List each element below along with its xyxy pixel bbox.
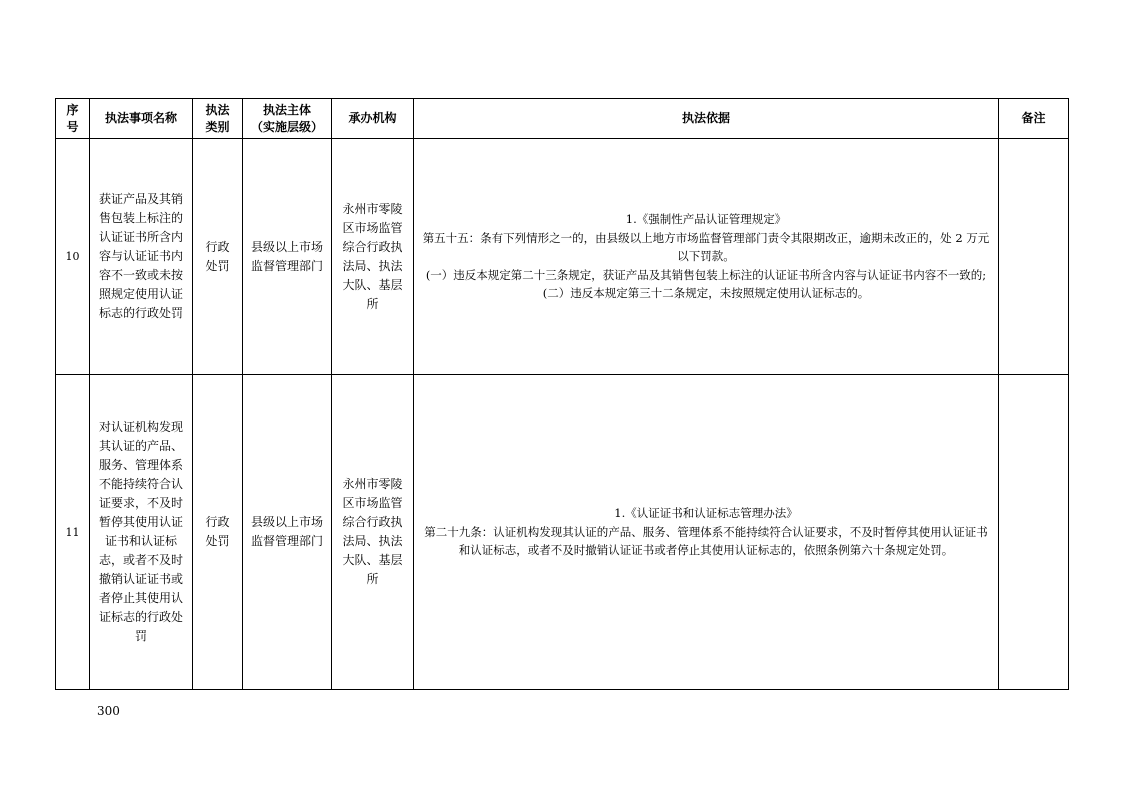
- header-basis: [414, 99, 999, 139]
- cell-item-name: [90, 375, 193, 690]
- header-basis-text: 执法依据: [681, 111, 730, 125]
- basis-line: 1.《认证证书和认证标志管理办法》: [614, 506, 798, 521]
- category-text: 行政处罚: [205, 515, 230, 548]
- seq-text: 10: [65, 250, 80, 263]
- seq-text: 11: [65, 525, 80, 539]
- item-name-text: 获证产品及其销售包装上标注的认证证书所含内容与认证证书内容不一致或未按照规定使用认证标志的行政处罚: [98, 192, 183, 320]
- cell-item-name: [90, 139, 193, 375]
- enforcement-table: [55, 98, 1069, 690]
- cell-basis: [414, 139, 999, 375]
- header-remark: [999, 99, 1069, 139]
- cell-remark: [999, 375, 1069, 690]
- header-seq-text: 序 号: [66, 102, 79, 134]
- agency-text: 永州市零陵区市场监管综合行政执法局、执法大队、基层所: [342, 477, 403, 586]
- basis-line: (二）违反本规定第三十二条规定，未按照规定使用认证标志的。: [542, 286, 870, 301]
- table-header-row: [56, 99, 1069, 139]
- header-agency: [332, 99, 414, 139]
- agency-text: 永州市零陵区市场监管综合行政执法局、执法大队、基层所: [342, 201, 403, 311]
- cell-seq: [56, 375, 90, 690]
- header-subject-text: 执法主体 （实施层级）: [250, 102, 323, 134]
- header-subject: [243, 99, 332, 139]
- basis-line: (一）违反本规定第二十三条规定，获证产品及其销售包装上标注的认证证书所含内容与认证证书内容不一致的;: [425, 267, 987, 282]
- header-category-text: 执法 类别: [205, 102, 230, 134]
- subject-text: 县级以上市场监督管理部门: [251, 239, 324, 273]
- table-row: [56, 139, 1069, 375]
- cell-subject: [243, 139, 332, 375]
- basis-line: 1.《强制性产品认证管理规定》: [625, 212, 787, 227]
- cell-basis: [414, 375, 999, 690]
- header-category: [193, 99, 243, 139]
- header-seq: [56, 99, 90, 139]
- cell-category: [193, 139, 243, 375]
- cell-agency: [332, 139, 414, 375]
- header-item-name: [90, 99, 193, 139]
- header-agency-text: 承办机构: [348, 111, 397, 125]
- cell-category: [193, 375, 243, 690]
- header-item-name-text: 执法事项名称: [104, 111, 177, 125]
- cell-agency: [332, 375, 414, 690]
- basis-line: 第二十九条：认证机构发现其认证的产品、服务、管理体系不能持续符合认证要求，不及时暂停其使用认证证书和认证标志，或者不及时撤销认证证书或者停止其使用认证标志的，依照条例第六十条规定处罚。: [424, 524, 988, 558]
- subject-text: 县级以上市场监督管理部门: [251, 515, 324, 548]
- table-row: [56, 375, 1069, 690]
- basis-text-block: [414, 504, 998, 560]
- basis-text-block: [414, 210, 998, 303]
- cell-seq: [56, 139, 90, 375]
- header-remark-text: 备注: [1021, 111, 1046, 125]
- cell-remark: [999, 139, 1069, 375]
- cell-subject: [243, 375, 332, 690]
- category-text: 行政处罚: [205, 239, 230, 273]
- item-name-text: 对认证机构发现其认证的产品、服务、管理体系不能持续符合认证要求，不及时暂停其使用认证证书和认证标志，或者不及时撤销认证证书或者停止其使用认证标志的行政处罚: [98, 420, 183, 643]
- page-number: 300: [97, 704, 120, 718]
- basis-line: 第五十五：条有下列情形之一的，由县级以上地方市场监督管理部门责令其限期改正，逾期未改正的，处 2 万元以下罚款。: [422, 230, 990, 264]
